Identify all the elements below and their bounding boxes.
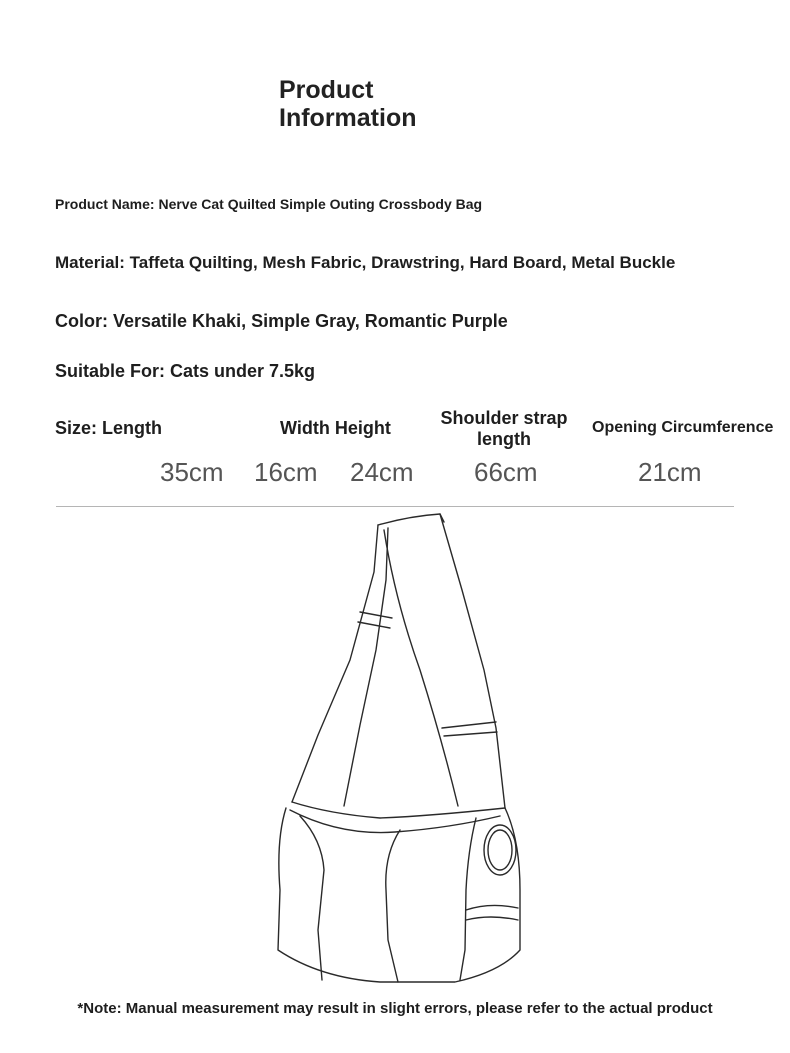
size-strap-header <box>434 408 574 450</box>
size-length-value: 35cm <box>160 457 224 487</box>
strap-header-line-2: length <box>477 429 531 449</box>
measurement-note: *Note: Manual measurement may result in slight errors, please refer to the actual product <box>77 1000 713 1017</box>
size-opening-value: 21cm <box>638 457 702 487</box>
strap-header-line-1: Shoulder strap <box>440 408 568 428</box>
suitable-for-info: Suitable For: Cats under 7.5kg <box>55 361 316 381</box>
size-height-value: 24cm <box>350 457 414 487</box>
size-width-height-header: Width Height <box>280 418 391 438</box>
size-length-header: Size: Length <box>55 418 162 438</box>
product-name: Product Name: Nerve Cat Quilted Simple Outing Crossbody Bag <box>55 196 483 212</box>
size-opening-header: Opening Circumference <box>592 419 774 436</box>
title-line-2: Information <box>279 104 417 132</box>
divider-line <box>56 506 734 507</box>
material-info: Material: Taffeta Quilting, Mesh Fabric, Drawstring, Hard Board, Metal Buckle <box>55 253 676 272</box>
crossbody-bag-illustration-icon <box>0 510 790 990</box>
title-line-1: Product <box>279 76 374 104</box>
size-strap-value: 66cm <box>474 457 538 487</box>
size-width-value: 16cm <box>254 457 318 487</box>
page-title <box>279 76 417 132</box>
color-info: Color: Versatile Khaki, Simple Gray, Romantic Purple <box>55 311 508 331</box>
